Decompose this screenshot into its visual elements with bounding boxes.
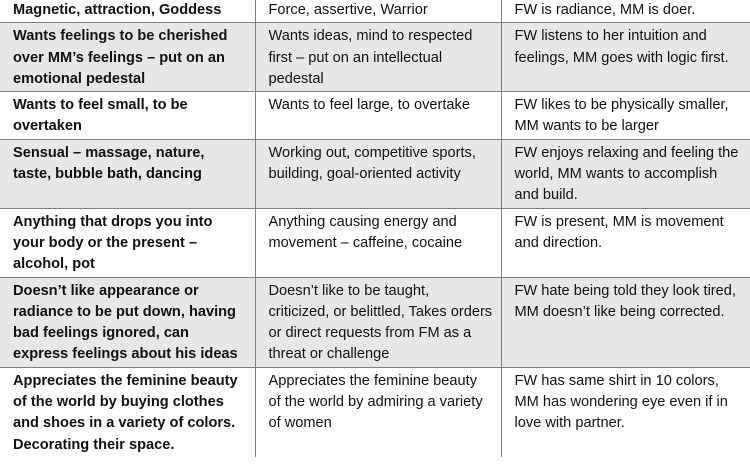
comparison-note-cell: FW hate being told they look tired, MM doesn’t like being corrected. <box>501 277 750 367</box>
table-row <box>0 139 750 208</box>
feminine-trait-cell: Appreciates the feminine beauty of the world by buying clothes and shoes in a variety of colors. Decorating their space. <box>0 367 255 457</box>
masculine-trait-cell: Working out, competitive sports, building, goal-oriented activity <box>255 139 501 208</box>
feminine-trait-cell: Magnetic, attraction, Goddess <box>0 0 255 23</box>
feminine-trait-cell: Sensual – massage, nature, taste, bubble bath, dancing <box>0 139 255 208</box>
feminine-trait-cell: Anything that drops you into your body or the present – alcohol, pot <box>0 208 255 277</box>
masculine-trait-cell: Appreciates the feminine beauty of the world by admiring a variety of women <box>255 367 501 457</box>
feminine-trait-cell: Doesn’t like appearance or radiance to be put down, having bad feelings ignored, can express feelings about his ideas <box>0 277 255 367</box>
comparison-note-cell: FW listens to her intuition and feelings, MM goes with logic first. <box>501 23 750 92</box>
comparison-note-cell: FW has same shirt in 10 colors, MM has wondering eye even if in love with partner. <box>501 367 750 457</box>
table-row <box>0 277 750 367</box>
comparison-note-cell: FW is radiance, MM is doer. <box>501 0 750 23</box>
table-row <box>0 208 750 277</box>
masculine-trait-cell: Wants ideas, mind to respected first – put on an intellectual pedestal <box>255 23 501 92</box>
table-row <box>0 92 750 140</box>
table-row <box>0 367 750 457</box>
feminine-trait-cell: Wants feelings to be cherished over MM’s feelings – put on an emotional pedestal <box>0 23 255 92</box>
table-row <box>0 23 750 92</box>
comparison-note-cell: FW likes to be physically smaller, MM wants to be larger <box>501 92 750 140</box>
table-row <box>0 0 750 23</box>
feminine-trait-cell: Wants to feel small, to be overtaken <box>0 92 255 140</box>
masculine-trait-cell: Wants to feel large, to overtake <box>255 92 501 140</box>
comparison-note-cell: FW is present, MM is movement and direction. <box>501 208 750 277</box>
comparison-note-cell: FW enjoys relaxing and feeling the world, MM wants to accomplish and build. <box>501 139 750 208</box>
masculine-trait-cell: Force, assertive, Warrior <box>255 0 501 23</box>
masculine-trait-cell: Anything causing energy and movement – caffeine, cocaine <box>255 208 501 277</box>
masculine-trait-cell: Doesn’t like to be taught, criticized, or belittled, Takes orders or direct requests from FM as a threat or challenge <box>255 277 501 367</box>
